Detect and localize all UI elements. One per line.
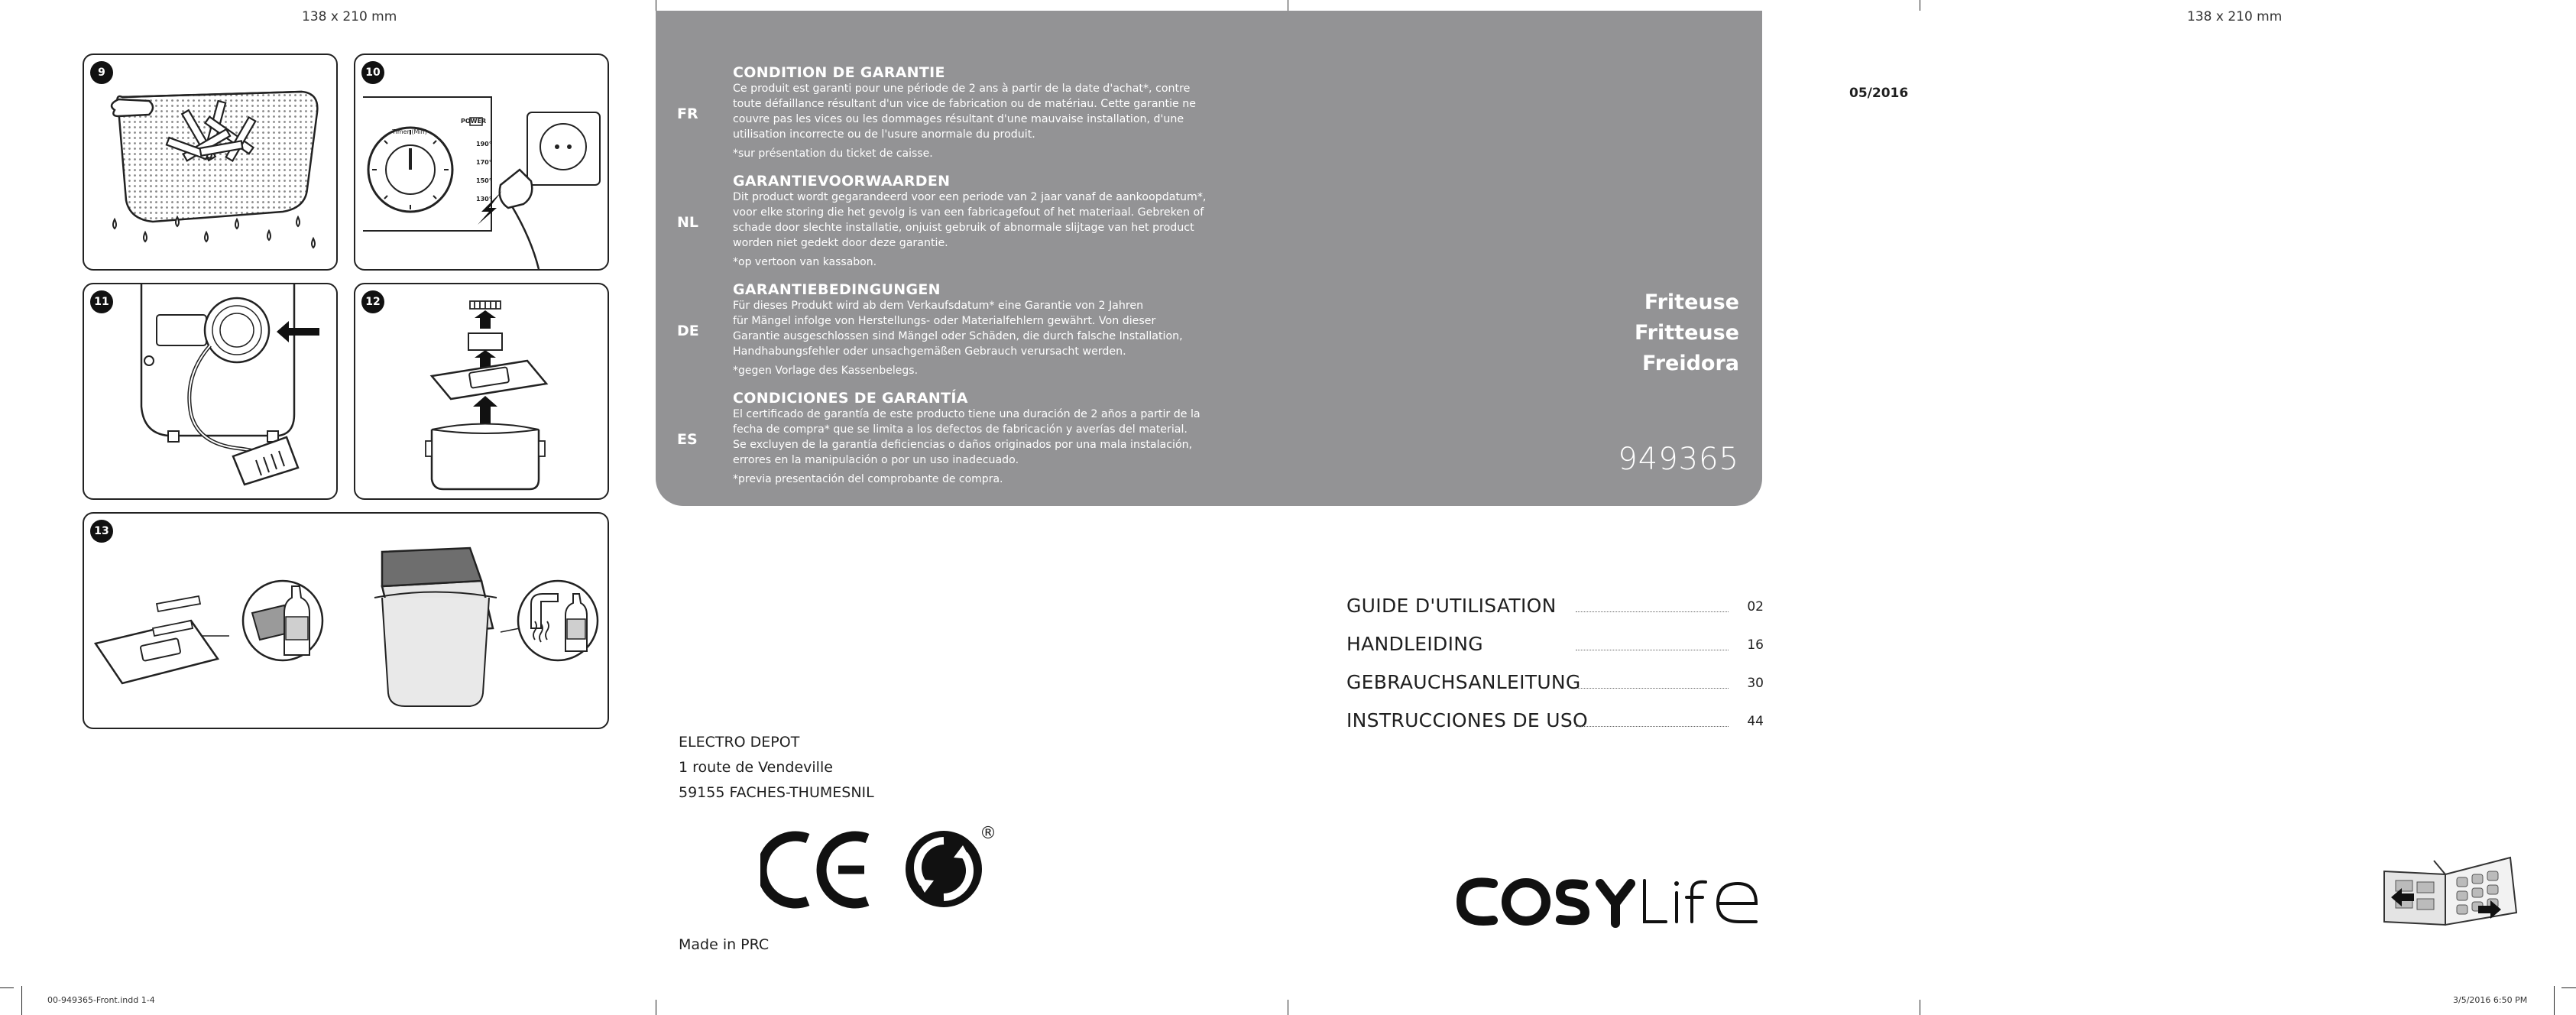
warranty-section-fr xyxy=(733,64,1214,161)
cord-storage-illustration xyxy=(84,284,336,498)
toc-page-number: 02 xyxy=(1747,599,1764,615)
warranty-line: für Mängel infolge von Herstellungs- oder Materialfehlern gewährt. Von dieser xyxy=(733,315,1156,327)
product-code: 949365 xyxy=(1618,442,1739,477)
disassembly-illustration xyxy=(355,284,608,498)
temperature-label: 130° xyxy=(476,196,492,203)
toc-label: HANDLEIDING xyxy=(1346,633,1483,655)
warranty-heading: GARANTIEBEDINGUNGEN xyxy=(733,281,941,298)
language-code: ES xyxy=(677,431,698,448)
temperature-label: 190° xyxy=(476,141,492,148)
warranty-line: errores en la manipulación o por un uso inadecuado. xyxy=(733,454,1019,466)
timer-label: Timer (Min) xyxy=(392,128,427,135)
warranty-line: Handhabungsfehler oder unsachgemäßen Gebrauch verursacht werden. xyxy=(733,345,1126,358)
toc-page-number: 44 xyxy=(1747,714,1764,729)
open-manual-icon xyxy=(2380,850,2521,926)
crop-mark xyxy=(2561,987,2576,988)
warranty-note: *sur présentation du ticket de caisse. xyxy=(733,148,933,160)
toc-item[interactable] xyxy=(1346,671,1764,699)
warranty-heading: CONDITION DE GARANTIE xyxy=(733,64,945,81)
file-slug: 00-949365-Front.indd 1-4 xyxy=(47,995,155,1005)
temperature-label: 170° xyxy=(476,159,492,166)
toc-leader xyxy=(1576,611,1729,612)
temperature-label: 150° xyxy=(476,177,492,184)
warranty-line: Dit product wordt gegarandeerd voor een periode van 2 jaar vanaf de aankoopdatum*, xyxy=(733,191,1207,203)
warranty-line: couvre pas les vices ou les dommages résultant d'une mauvaise installation, d'une xyxy=(733,113,1184,125)
ce-mark-logo xyxy=(760,829,875,910)
warranty-line: worden niet gedekt door deze garantie. xyxy=(733,237,948,249)
cosylife-logo xyxy=(1453,870,1762,931)
illustration-panel-11 xyxy=(83,283,338,500)
print-timestamp: 3/5/2016 6:50 PM xyxy=(2453,995,2528,1005)
warranty-note: *op vertoon van kassabon. xyxy=(733,256,877,268)
registered-mark: ® xyxy=(980,824,996,843)
brand-name xyxy=(1453,870,1457,871)
edition-date: 05/2016 xyxy=(1849,86,1909,101)
warranty-section-nl xyxy=(733,173,1214,270)
toc-leader xyxy=(1576,726,1729,727)
made-in-label: Made in PRC xyxy=(679,936,770,953)
toc-page-number: 16 xyxy=(1747,637,1764,653)
toc-item[interactable] xyxy=(1346,595,1764,622)
warranty-line: utilisation incorrecte ou de l'usure anormale du produit. xyxy=(733,128,1035,141)
company-name: ELECTRO DEPOT xyxy=(679,734,800,751)
step-number-badge: 10 xyxy=(361,61,384,84)
warranty-note: *gegen Vorlage des Kassenbelegs. xyxy=(733,365,919,377)
step-number-badge: 11 xyxy=(90,290,113,313)
toc-item[interactable] xyxy=(1346,633,1764,660)
company-city: 59155 FACHES-THUMESNIL xyxy=(679,784,874,801)
cosylife-wordmark xyxy=(1453,870,1762,931)
toc-label: GEBRAUCHSANLEITUNG xyxy=(1346,671,1581,693)
toc-label: INSTRUCCIONES DE USO xyxy=(1346,709,1588,731)
warranty-line: voor elke storing die het gevolg is van een fabricagefout of het materiaal. Gebreken of xyxy=(733,206,1204,219)
toc-label: GUIDE D'UTILISATION xyxy=(1346,595,1557,617)
product-name-de: Fritteuse xyxy=(1634,321,1739,345)
warranty-heading: CONDICIONES DE GARANTÍA xyxy=(733,390,968,407)
ce-mark-text xyxy=(810,917,811,918)
warranty-line: toute défaillance résultant d'un vice de fabrication ou de matériau. Cette garantie ne xyxy=(733,98,1196,110)
page-size-label: 138 x 210 mm xyxy=(2187,9,2283,24)
crop-mark xyxy=(21,986,22,1015)
warranty-section-es xyxy=(733,390,1214,487)
warranty-line: schade door slechte installatie, onjuist gebruik of abnormale slijtage van het product xyxy=(733,222,1194,234)
warranty-line: fecha de compra* que se limita a los defectos de fabricación y averías del material. xyxy=(733,423,1188,436)
illustration-panel-13 xyxy=(83,512,609,729)
warranty-heading: GARANTIEVOORWAARDEN xyxy=(733,173,951,190)
cleaning-illustration xyxy=(84,514,608,728)
step-number-badge: 13 xyxy=(90,520,113,543)
warranty-line: El certificado de garantía de este producto tiene una duración de 2 años a partir de la xyxy=(733,408,1201,420)
language-code: NL xyxy=(677,214,699,231)
warranty-note: *previa presentación del comprobante de compra. xyxy=(733,473,1003,485)
warranty-line: Se excluyen de la garantía deficiencias o daños originados por una mala instalación, xyxy=(733,439,1193,451)
illustration-panel-10 xyxy=(354,54,609,271)
illustration-panel-9 xyxy=(83,54,338,271)
product-name-fr: Friteuse xyxy=(1644,290,1739,314)
language-code: DE xyxy=(677,323,699,339)
step-number-badge: 9 xyxy=(90,61,113,84)
warranty-line: Für dieses Produkt wird ab dem Verkaufsdatum* eine Garantie von 2 Jahren xyxy=(733,300,1144,312)
warranty-block xyxy=(656,11,1762,506)
green-dot-recycle-icon xyxy=(902,825,986,910)
warranty-line: Ce produit est garanti pour une période de 2 ans à partir de la date d'achat*, contre xyxy=(733,83,1191,95)
warranty-section-de xyxy=(733,281,1214,378)
toc-leader xyxy=(1576,688,1729,689)
toc-item[interactable] xyxy=(1346,709,1764,737)
product-name-es: Freidora xyxy=(1641,352,1739,375)
toc-page-number: 30 xyxy=(1747,676,1764,691)
power-label: POWER xyxy=(461,118,487,125)
company-street: 1 route de Vendeville xyxy=(679,759,833,776)
illustration-panel-12 xyxy=(354,283,609,500)
fryer-basket-illustration xyxy=(84,55,336,269)
page-size-label: 138 x 210 mm xyxy=(302,9,397,24)
warranty-line: Garantie ausgeschlossen sind Mängel oder Schäden, die durch falsche Installation, xyxy=(733,330,1183,342)
crop-mark xyxy=(2554,986,2555,1015)
step-number-badge: 12 xyxy=(361,290,384,313)
crop-mark xyxy=(0,987,14,988)
language-code: FR xyxy=(677,105,698,122)
